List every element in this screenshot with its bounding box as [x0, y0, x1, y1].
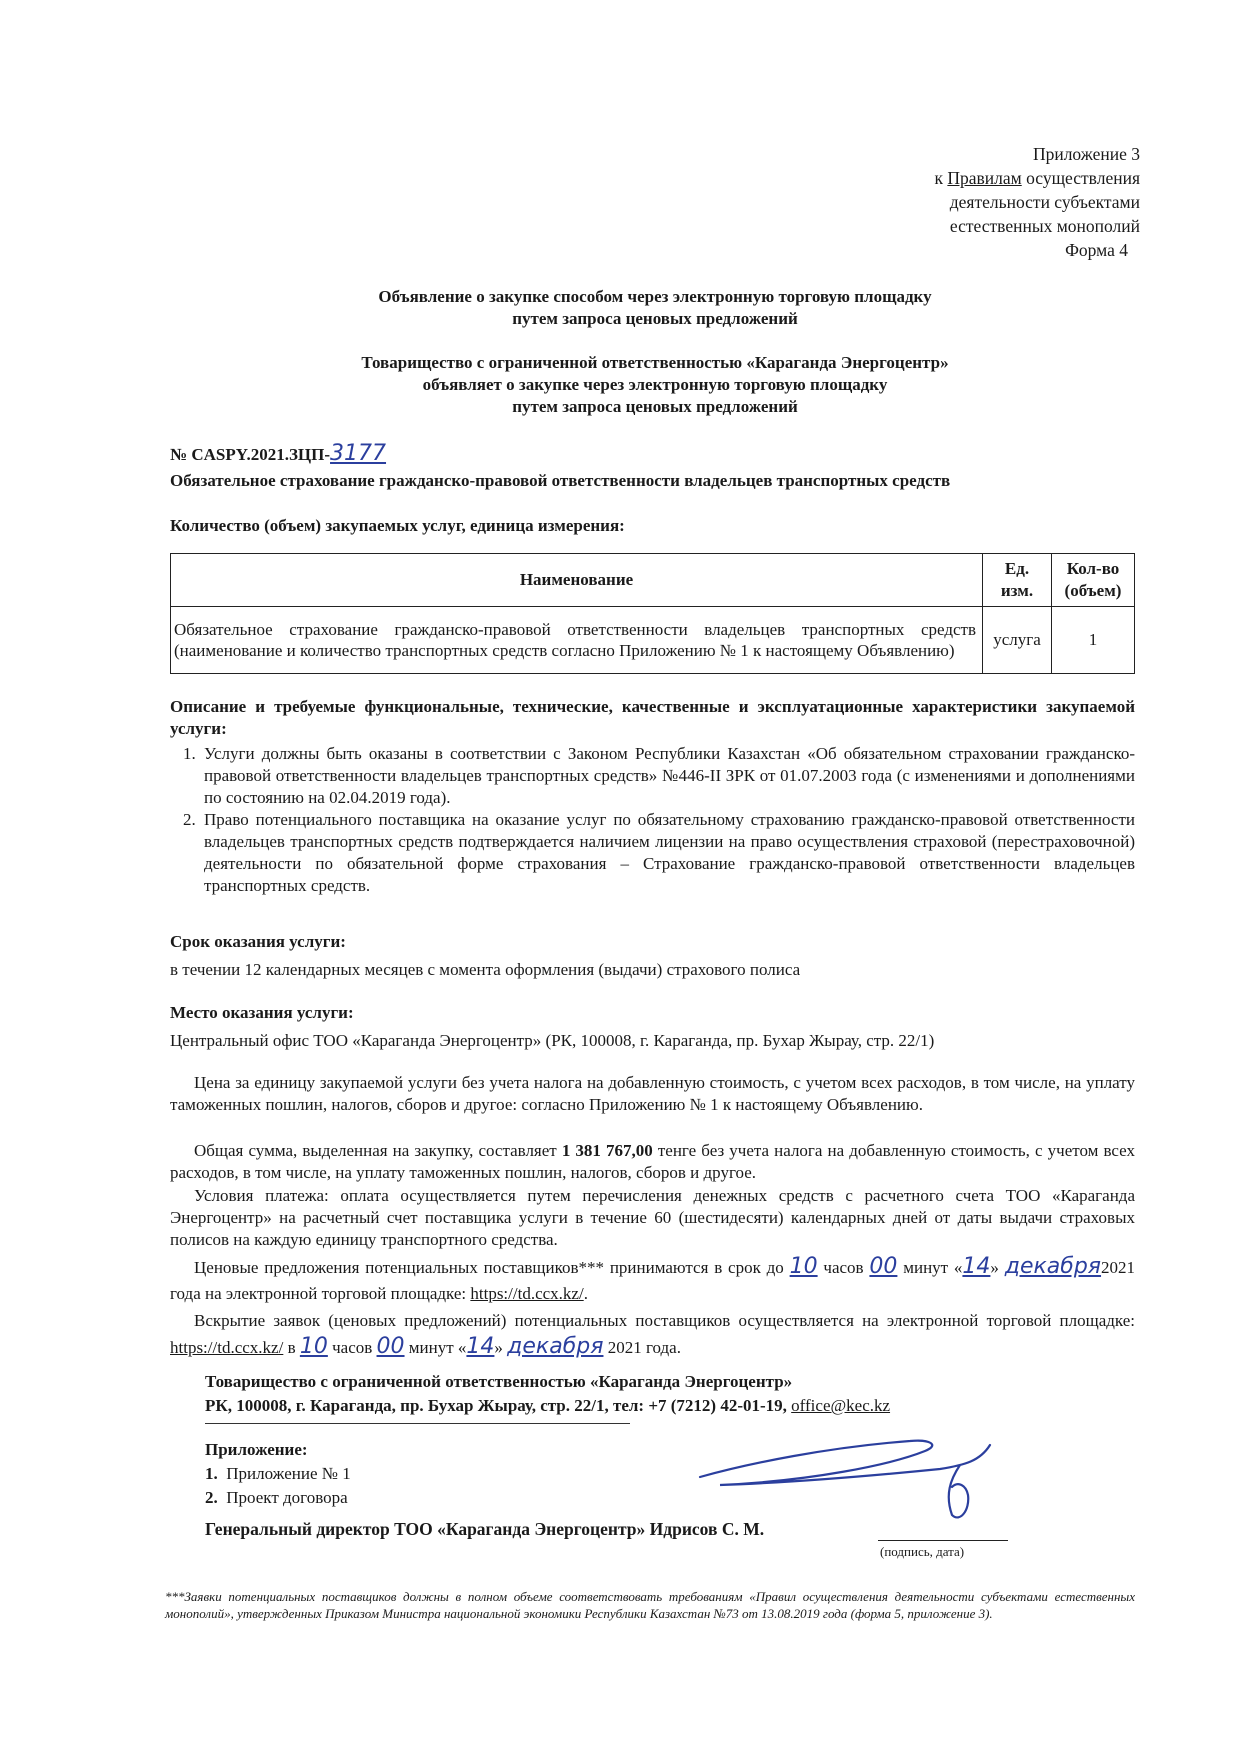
footnote: ***Заявки потенциальных поставщиков должны в полном объеме соответствовать требованиям «Правил осуществления деятельности субъектами естественных монополий», утвержденных Приказом Министра национальной экономики Республики Казахстан №73 от 13.08.2019 года (форма 5, приложение 3). [165, 1589, 1135, 1621]
signature-underline [878, 1540, 1008, 1541]
description-heading: Описание и требуемые функциональные, технические, качественные и эксплуатационные характеристики закупаемой услуги: [170, 697, 1135, 738]
lot-name: Обязательное страхование гражданско-правовой ответственности владельцев транспортных средств [170, 471, 951, 490]
lot-number: № CASPY.2021.ЗЦП-3177 [170, 441, 387, 466]
handwritten-lot-number: 3177 [330, 441, 387, 466]
handwritten-day: 14 [962, 1254, 991, 1279]
signature-caption: (подпись, дата) [880, 1544, 965, 1559]
org-line-1: Товарищество с ограниченной ответственностью «Караганда Энергоцентр» [361, 353, 949, 372]
document-title [160, 286, 1150, 330]
handwritten-minute-opening: 00 [376, 1334, 405, 1359]
signature-image [690, 1425, 1010, 1525]
bids-deadline: Ценовые предложения потенциальных поставщиков*** принимаются в срок до 10 часов 00 минут «14» декабря2021 года на электронной торговой площадке: https://td.ccx.kz/. [170, 1254, 1136, 1303]
attachments-block [205, 1438, 351, 1510]
total-amount: 1 381 767,00 [561, 1141, 653, 1160]
contacts-block [205, 1370, 890, 1418]
list-item: 1. Приложение № 1 [205, 1464, 351, 1483]
appendix-number: Приложение 3 [1032, 144, 1140, 164]
place-heading: Место оказания услуги: [170, 1003, 354, 1022]
email-link[interactable]: office@kec.kz [791, 1396, 891, 1415]
list-item: 2. Проект договора [205, 1488, 348, 1507]
org-line-3: путем запроса ценовых предложений [512, 397, 798, 416]
col-unit-header: Ед. изм. [983, 554, 1052, 607]
bids-opening: Вскрытие заявок (ценовых предложений) потенциальных поставщиков осуществляется на электронной торговой площадке: https://td.ccx.kz/ в 10 часов 00 минут «14» декабря 2021 года. [170, 1311, 1135, 1359]
payment-terms: Условия платежа: оплата осуществляется путем перечисления денежных средств с расчетного счета ТОО «Караганда Энергоцентр» на расчетный счет поставщика услуги в течение 60 (шестидесяти) календарных дней от даты выдачи страховых полисов на каждую единицу транспортного средства. [170, 1186, 1135, 1249]
row-unit: услуга [983, 607, 1052, 674]
row-qty: 1 [1052, 607, 1135, 674]
platform-link-opening[interactable]: https://td.ccx.kz/ [170, 1338, 284, 1357]
handwritten-hour: 10 [789, 1254, 818, 1279]
contacts-divider [205, 1423, 630, 1424]
handwritten-month-opening: декабря [507, 1334, 604, 1359]
title-line-2: путем запроса ценовых предложений [512, 309, 798, 328]
handwritten-minute: 00 [869, 1254, 898, 1279]
handwritten-month: декабря [1004, 1254, 1102, 1279]
table-header-row [171, 554, 1135, 607]
col-qty-header: Кол-во (объем) [1052, 554, 1135, 607]
form-number: Форма 4 [1065, 240, 1128, 260]
list-item: 1. Услуги должны быть оказаны в соответствии с Законом Республики Казахстан «Об обязательном страховании гражданско-правовой ответственности владельцев транспортных средств» №446-ІІ ЗРК от 01.07.2003 года (с изменениями и дополнениями по состоянию на 02.04.2019 года). [200, 743, 1135, 809]
rules-link[interactable]: Правилам [947, 168, 1022, 188]
row-name: Обязательное страхование гражданско-правовой ответственности владельцев транспортных средств (наименование и количество транспортных средств согласно Приложению № 1 к настоящему Объявлению) [171, 607, 983, 674]
handwritten-day-opening: 14 [466, 1334, 495, 1359]
place-text: Центральный офис ТОО «Караганда Энергоцентр» (РК, 100008, г. Караганда, пр. Бухар Жырау, стр. 22/1) [170, 1031, 935, 1050]
rules-reference: к Правилам осуществления [934, 168, 1140, 188]
title-line-1: Объявление о закупке способом через электронную торговую площадку [378, 287, 932, 306]
col-name-header: Наименование [171, 554, 983, 607]
list-item: 2. Право потенциального поставщика на оказание услуг по обязательному страхованию гражданско-правовой ответственности владельцев транспортных средств подтверждается наличием лицензии на право осуществления страховой (перестраховочной) деятельности по обязательной форме страхования – Страхование гражданско-правовой ответственности владельцев транспортных средств. [200, 809, 1135, 897]
term-text: в течении 12 календарных месяцев с момента оформления (выдачи) страхового полиса [170, 960, 801, 979]
quantity-heading: Количество (объем) закупаемых услуг, единица измерения: [170, 516, 625, 535]
organization-announcement [160, 352, 1150, 418]
org-line-2: объявляет о закупке через электронную торговую площадку [422, 375, 888, 394]
form-header [660, 142, 1140, 262]
platform-link[interactable]: https://td.ccx.kz/ [470, 1284, 584, 1303]
total-amount-text: Общая сумма, выделенная на закупку, составляет 1 381 767,00 тенге без учета налога на добавленную стоимость, с учетом всех расходов, в том числе, на уплату таможенных пошлин, налогов, сборов и другое. [170, 1141, 1135, 1182]
rules-reference-line3: деятельности субъектами [949, 192, 1140, 212]
rules-reference-line4: естественных монополий [949, 216, 1140, 236]
contacts-address: РК, 100008, г. Караганда, пр. Бухар Жырау, стр. 22/1, тел: +7 (7212) 42-01-19, office@kec.kz [205, 1396, 891, 1415]
attachments-heading: Приложение: [205, 1440, 308, 1459]
signatory-line: Генеральный директор ТОО «Караганда Энергоцентр» Идрисов С. М. [205, 1519, 765, 1539]
unit-price-text: Цена за единицу закупаемой услуги без учета налога на добавленную стоимость, с учетом всех расходов, в том числе, на уплату таможенных пошлин, налогов, сборов и другое: согласно Приложению № 1 к настоящему Объявлению. [170, 1073, 1135, 1114]
requirements-list [170, 743, 1135, 897]
handwritten-hour-opening: 10 [299, 1334, 328, 1359]
term-heading: Срок оказания услуги: [170, 932, 346, 951]
contacts-org: Товарищество с ограниченной ответственностью «Караганда Энергоцентр» [205, 1372, 793, 1391]
table-row [171, 607, 1135, 674]
items-table [170, 553, 1135, 674]
